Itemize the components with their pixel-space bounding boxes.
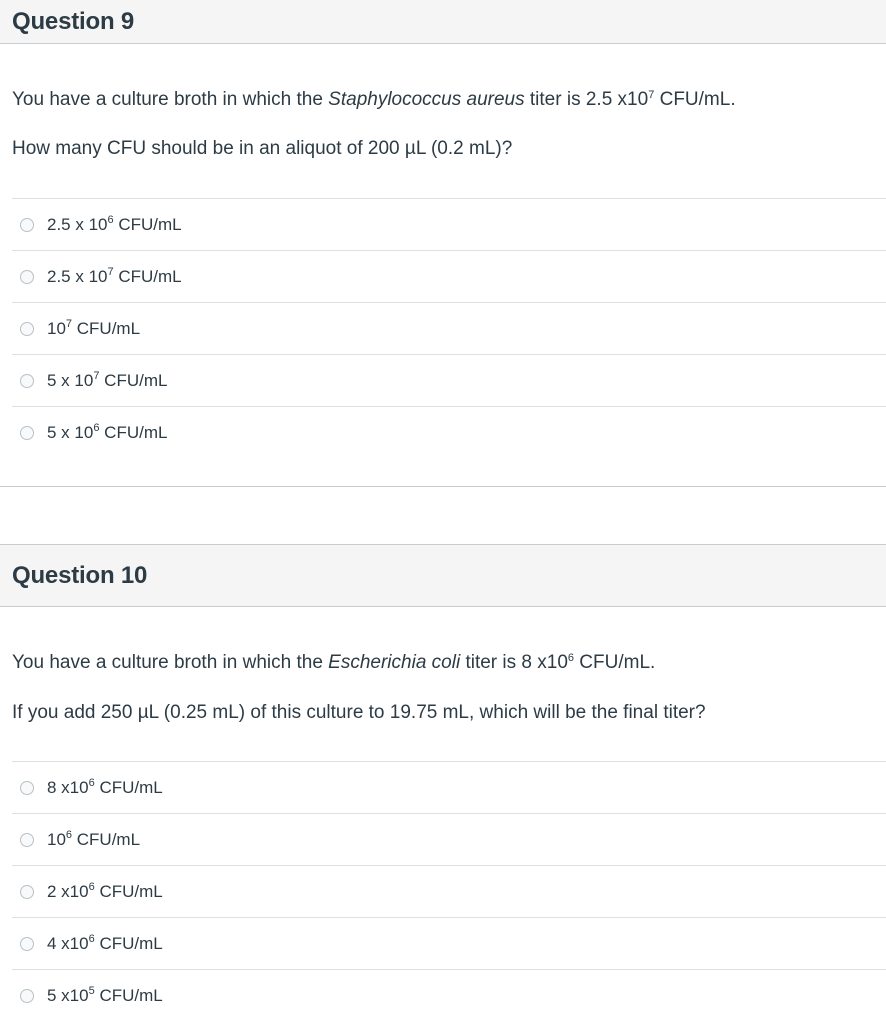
organism-name: Staphylococcus aureus [328, 89, 525, 110]
answer-label: 2.5 x $10^7$ CFU/mL [47, 265, 182, 286]
organism-name: Escherichia coli [328, 652, 461, 673]
question-text-line1 [12, 88, 736, 112]
answer-label: 8 $x10^6$ CFU/mL [47, 776, 163, 797]
radio-button[interactable] [20, 937, 34, 951]
answer-option[interactable] [12, 302, 886, 354]
question-title: Question 9 [12, 7, 135, 35]
question-text-line2: How many CFU should be in an aliquot of 200 µL (0.2 mL)? [12, 138, 513, 159]
radio-button[interactable] [20, 426, 34, 440]
answer-label: 2 $x10^6$ CFU/mL [47, 880, 163, 901]
question-title: Question 10 [12, 561, 148, 589]
question-text-line1 [12, 651, 655, 675]
radio-button[interactable] [20, 218, 34, 232]
question-text-line2: If you add 250 µL (0.25 mL) of this culture to 19.75 mL, which will be the final titer? [12, 702, 706, 723]
text-middle: titer is 8 x10 [460, 652, 568, 673]
answer-label: 5 $x10^5$ CFU/mL [47, 984, 163, 1005]
answer-option[interactable] [12, 969, 886, 1021]
radio-button[interactable] [20, 885, 34, 899]
answer-label: $10^7$ CFU/mL [47, 317, 141, 338]
radio-button[interactable] [20, 322, 34, 336]
answer-option[interactable] [12, 865, 886, 917]
question-header [0, 545, 886, 607]
radio-button[interactable] [20, 270, 34, 284]
text-middle: titer is 2.5 x10 [524, 89, 649, 110]
answer-option[interactable] [12, 761, 886, 813]
radio-button[interactable] [20, 374, 34, 388]
answer-option[interactable] [12, 813, 886, 865]
text-suffix: CFU/mL. [654, 89, 736, 110]
question-header [0, 0, 886, 44]
text-prefix: You have a culture broth in which the [12, 652, 329, 673]
answer-label: 5 x $10^6$ CFU/mL [47, 421, 168, 442]
radio-button[interactable] [20, 833, 34, 847]
exponent: 7 [648, 89, 655, 101]
text-prefix: You have a culture broth in which the [12, 89, 329, 110]
radio-button[interactable] [20, 781, 34, 795]
answer-label: $10^6$ CFU/mL [47, 828, 141, 849]
answer-option[interactable] [12, 917, 886, 969]
answer-label: 2.5 x $10^6$ CFU/mL [47, 213, 182, 234]
question-10 [0, 544, 886, 1025]
answer-option[interactable] [12, 354, 886, 406]
answer-list [12, 198, 886, 458]
answer-label: 4 $x10^6$ CFU/mL [47, 932, 163, 953]
text-suffix: CFU/mL. [574, 652, 656, 673]
answer-option[interactable] [12, 198, 886, 250]
answer-list [12, 761, 886, 1021]
answer-option[interactable] [12, 250, 886, 302]
exponent: 6 [567, 652, 575, 664]
question-9 [0, 0, 886, 487]
answer-label: 5 x $10^7$ CFU/mL [47, 369, 168, 390]
answer-option[interactable] [12, 406, 886, 458]
radio-button[interactable] [20, 989, 34, 1003]
